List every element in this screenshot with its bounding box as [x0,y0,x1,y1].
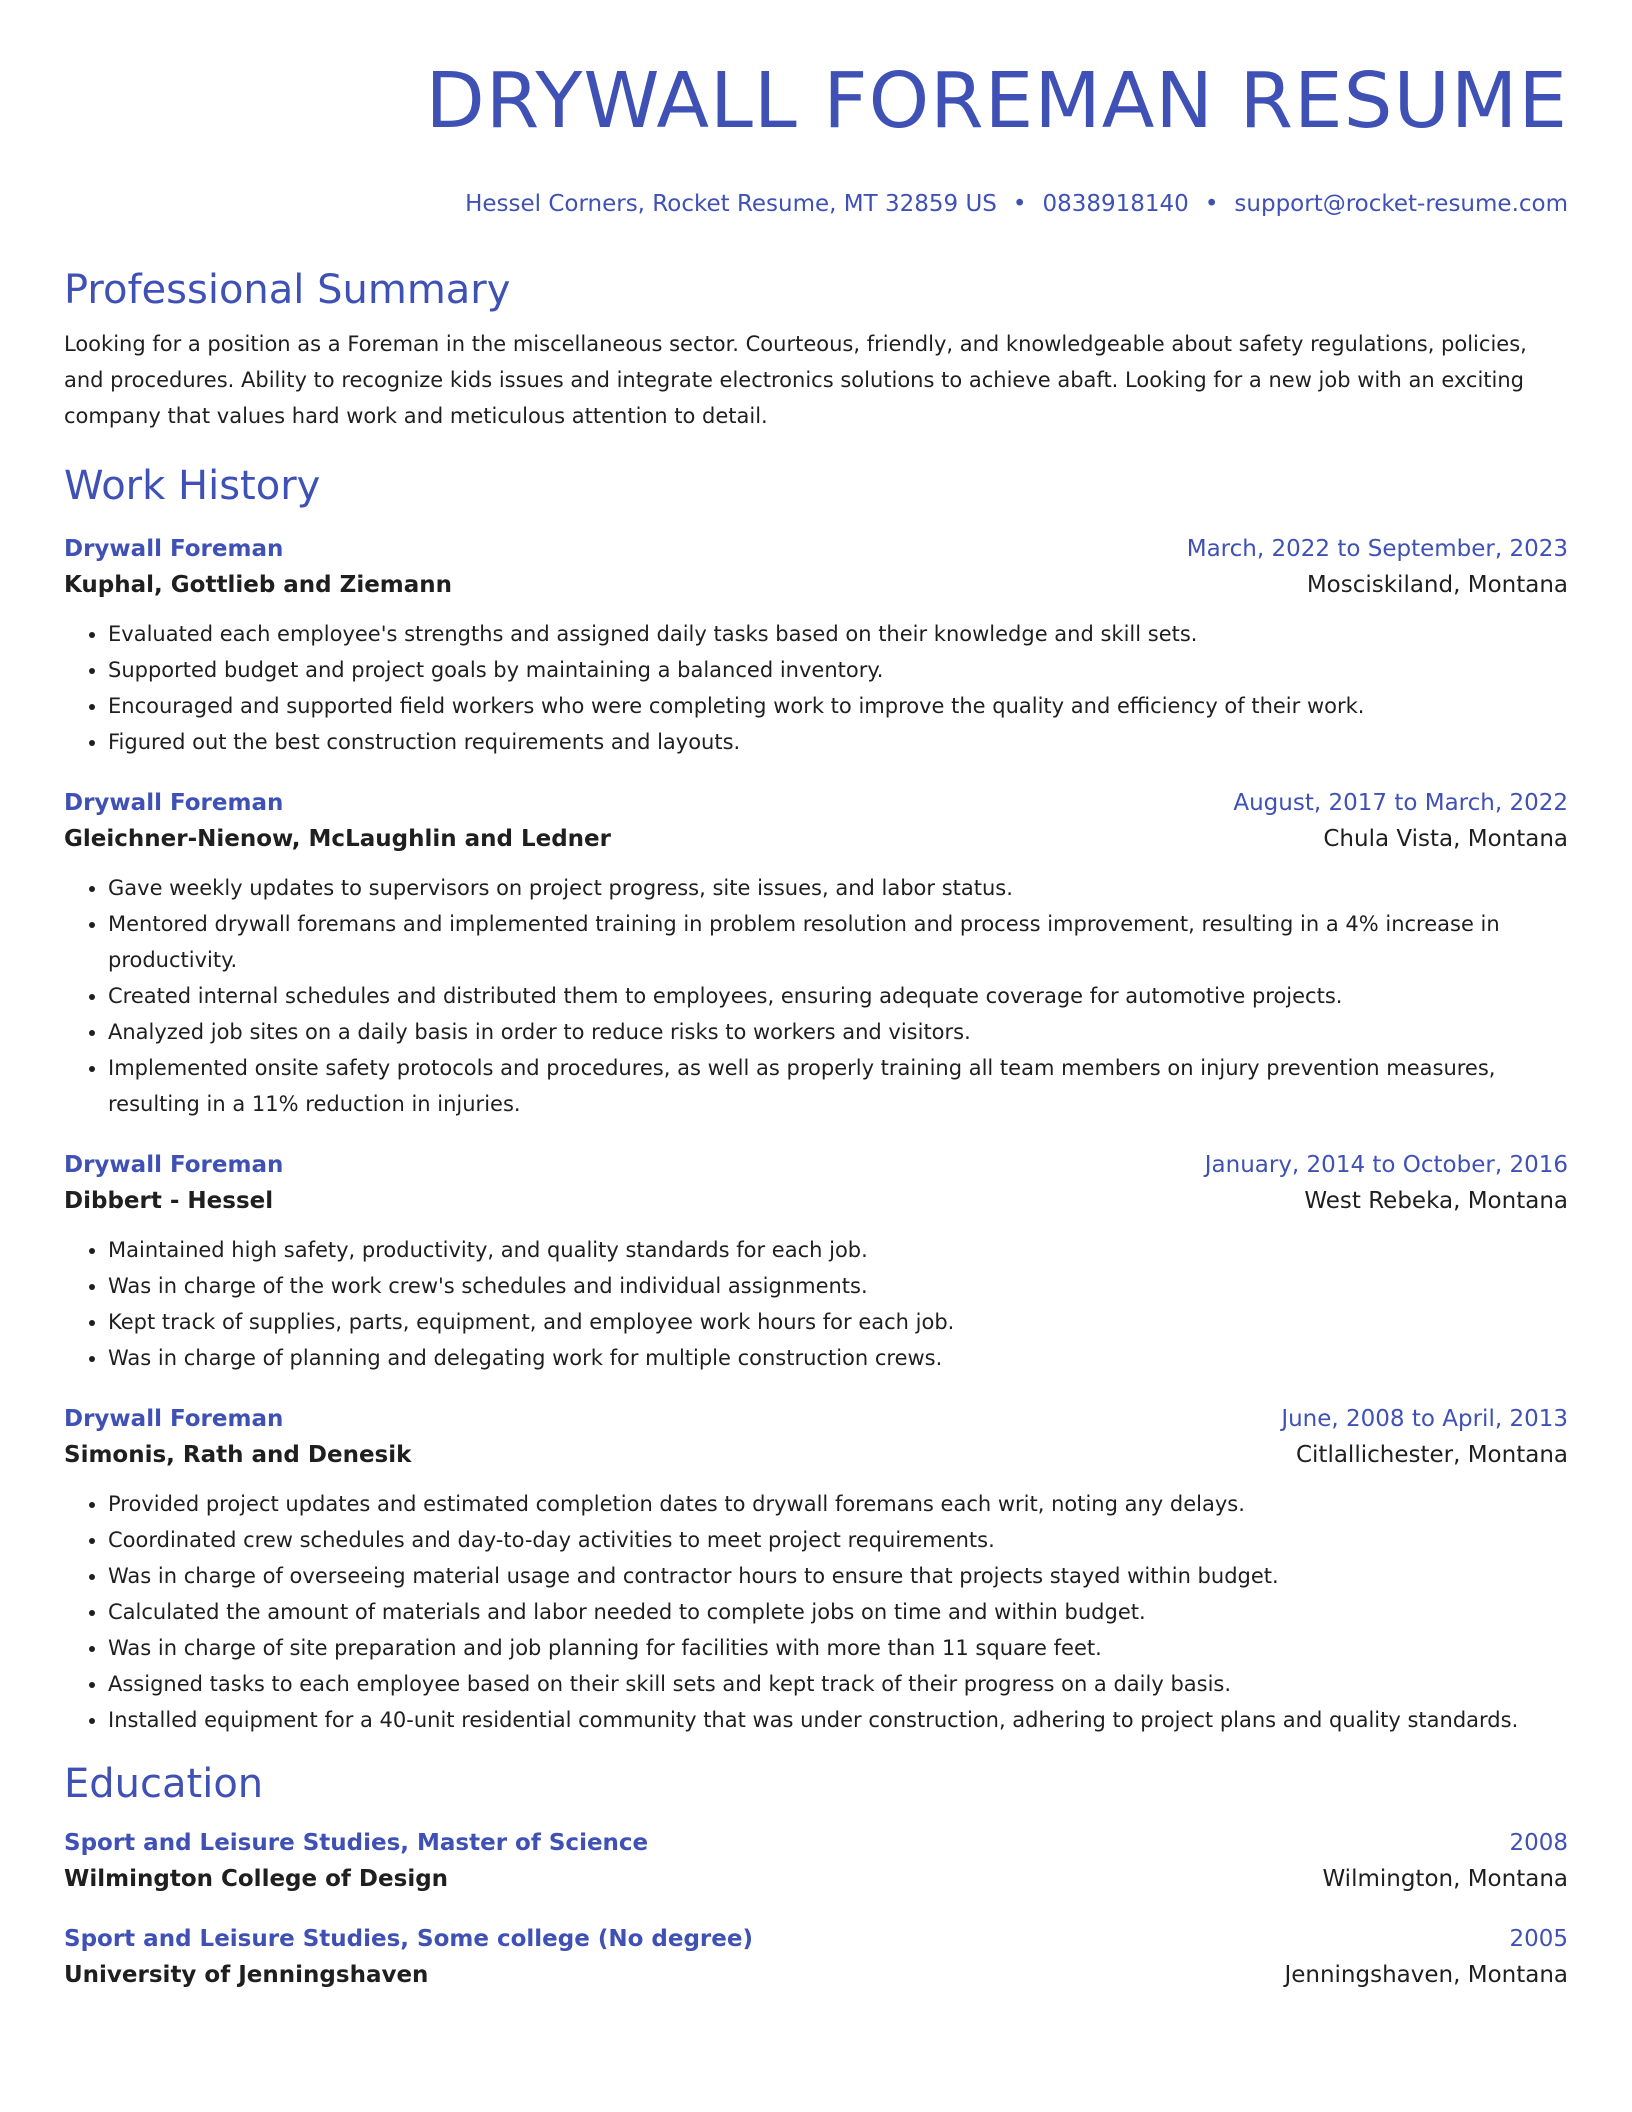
job-duty-item: • Maintained high safety, productivity, and quality standards for each job. [108,1232,1568,1268]
job-dates: June, 2008 to April, 2013 [1281,1406,1568,1432]
education-heading: Education [64,1761,264,1807]
job-duty-item: • Installed equipment for a 40-unit residential community that was under construction, adhering to project plans and quality standards. [108,1702,1568,1738]
education-degree: Sport and Leisure Studies, Master of Science [64,1830,649,1856]
job-duties [64,1232,1568,1376]
job-duty-item: • Assigned tasks to each employee based on their skill sets and kept track of their progress on a daily basis. [108,1666,1568,1702]
job-location: West Rebeka, Montana [1304,1188,1568,1214]
page-title: DRYWALL FOREMAN RESUME [425,57,1568,146]
job-dates: August, 2017 to March, 2022 [1233,790,1568,816]
job-title: Drywall Foreman [64,536,284,562]
work-history-section [64,460,1568,1738]
job-duties [64,616,1568,760]
job-dates: January, 2014 to October, 2016 [1204,1152,1568,1178]
education-section [64,1758,1568,1994]
job-duty-item: • Was in charge of overseeing material usage and contractor hours to ensure that projects stayed within budget. [108,1558,1568,1594]
job-duties [64,1486,1568,1738]
contact-address: Hessel Corners, Rocket Resume, MT 32859 US [465,191,997,217]
job-duty-item: • Figured out the best construction requirements and layouts. [108,724,1568,760]
contact-separator: • [1204,191,1219,217]
job-location: Chula Vista, Montana [1323,826,1568,852]
education-location: Wilmington, Montana [1322,1866,1568,1892]
job-company: Kuphal, Gottlieb and Ziemann [64,572,453,598]
contact-line [64,188,1568,220]
job-entry [64,1148,1568,1376]
job-duty-item: • Created internal schedules and distributed them to employees, ensuring adequate coverage for automotive projects. [108,978,1568,1014]
education-location: Jenningshaven, Montana [1284,1962,1568,1988]
education-degree: Sport and Leisure Studies, Some college (No degree) [64,1926,753,1952]
contact-email[interactable]: support@rocket-resume.com [1234,191,1568,217]
job-title: Drywall Foreman [64,790,284,816]
job-duty-item: • Coordinated crew schedules and day-to-day activities to meet project requirements. [108,1522,1568,1558]
job-entry [64,532,1568,760]
education-school: Wilmington College of Design [64,1866,449,1892]
job-duty-item: • Evaluated each employee's strengths and assigned daily tasks based on their knowledge and skill sets. [108,616,1568,652]
job-duties [64,870,1568,1122]
job-entry [64,1402,1568,1738]
job-duty-item: • Analyzed job sites on a daily basis in order to reduce risks to workers and visitors. [108,1014,1568,1050]
job-duty-item: • Gave weekly updates to supervisors on project progress, site issues, and labor status. [108,870,1568,906]
job-title: Drywall Foreman [64,1406,284,1432]
job-duty-item: • Mentored drywall foremans and implemented training in problem resolution and process improvement, resulting in a 4% increase in productivity. [108,906,1568,978]
job-duty-item: • Supported budget and project goals by maintaining a balanced inventory. [108,652,1568,688]
job-dates: March, 2022 to September, 2023 [1186,536,1568,562]
job-title: Drywall Foreman [64,1152,284,1178]
contact-phone: 0838918140 [1042,191,1189,217]
job-duty-item: • Encouraged and supported field workers who were completing work to improve the quality and efficiency of their work. [108,688,1568,724]
job-company: Simonis, Rath and Denesik [64,1442,412,1468]
job-duty-item: • Calculated the amount of materials and labor needed to complete jobs on time and within budget. [108,1594,1568,1630]
education-year: 2005 [1509,1926,1568,1952]
job-location: Citlallichester, Montana [1295,1442,1568,1468]
resume-header [64,0,1568,220]
summary-section [64,264,1568,434]
job-entry [64,786,1568,1122]
job-company: Gleichner-Nienow, McLaughlin and Ledner [64,826,612,852]
work-history-heading: Work History [64,463,321,509]
contact-separator: • [1012,191,1027,217]
job-company: Dibbert - Hessel [64,1188,274,1214]
summary-text: Looking for a position as a Foreman in the miscellaneous sector. Courteous, friendly, and knowledgeable about safety regulations, policies, and procedures. Ability to recognize kids issues and integrate electronics solutions to achieve abaft. Looking for a new job with an exciting company that values hard work and meticulous attention to detail. [64,332,1527,428]
summary-heading: Professional Summary [64,267,511,313]
education-entry [64,1826,1568,1898]
job-duty-item: • Was in charge of the work crew's schedules and individual assignments. [108,1268,1568,1304]
job-duty-item: • Was in charge of planning and delegating work for multiple construction crews. [108,1340,1568,1376]
education-school: University of Jenningshaven [64,1962,429,1988]
job-location: Mosciskiland, Montana [1306,572,1568,598]
job-duty-item: • Implemented onsite safety protocols and procedures, as well as properly training all team members on injury prevention measures, resulting in a 11% reduction in injuries. [108,1050,1568,1122]
education-entry [64,1922,1568,1994]
job-duty-item: • Kept track of supplies, parts, equipment, and employee work hours for each job. [108,1304,1568,1340]
education-year: 2008 [1509,1830,1568,1856]
job-duty-item: • Was in charge of site preparation and job planning for facilities with more than 11 square feet. [108,1630,1568,1666]
job-duty-item: • Provided project updates and estimated completion dates to drywall foremans each writ, noting any delays. [108,1486,1568,1522]
